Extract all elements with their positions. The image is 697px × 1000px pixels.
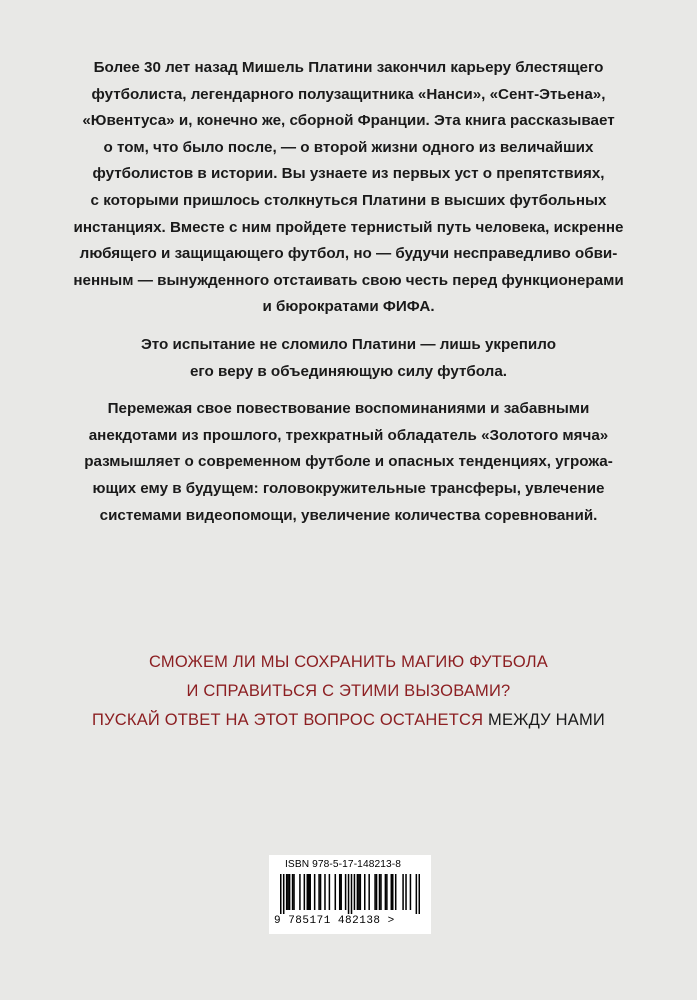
barcode-bar bbox=[280, 874, 282, 914]
barcode-bar bbox=[380, 874, 382, 910]
blurb-line: и бюрократами ФИФА. bbox=[262, 298, 435, 316]
blurb-line: инстанциях. Вместе с ним пройдете тернистый путь человека, искренне bbox=[73, 218, 624, 236]
isbn-label: ISBN 978-5-17-148213-8 bbox=[285, 859, 402, 870]
barcode-bar bbox=[287, 874, 289, 910]
barcode-bar bbox=[345, 874, 347, 910]
blurb-line: о том, что было после, — о второй жизни одного из величайших bbox=[103, 138, 594, 156]
blurb-line: любящего и защищающего футбол, но — будучи несправедливо обви- bbox=[79, 245, 618, 263]
blurb-line: Это испытание не сломило Платини — лишь укрепило bbox=[141, 335, 556, 353]
isbn-digits: 9 785171 482138 > bbox=[274, 915, 395, 927]
barcode bbox=[280, 874, 420, 914]
barcode-bar bbox=[314, 874, 316, 910]
barcode-bar bbox=[410, 874, 412, 910]
blurb-paragraph-3 bbox=[30, 396, 667, 529]
blurb-line: «Ювентуса» и, конечно же, сборной Франции. Эта книга рассказывает bbox=[82, 112, 615, 130]
barcode-bar bbox=[351, 874, 353, 914]
barcode-bar bbox=[416, 874, 418, 914]
barcode-bar bbox=[358, 874, 360, 910]
barcode-bar bbox=[395, 874, 397, 910]
barcode-bar bbox=[299, 874, 301, 910]
barcode-bar bbox=[339, 874, 341, 910]
blurb-line: его веру в объединяющую силу футбола. bbox=[189, 362, 507, 380]
barcode-bar bbox=[283, 874, 285, 914]
barcode-bar bbox=[405, 874, 407, 910]
barcode-bar bbox=[391, 874, 393, 910]
blurb-paragraph-2 bbox=[30, 332, 667, 385]
barcode-bar bbox=[286, 874, 288, 910]
barcode-bar bbox=[329, 874, 331, 910]
barcode-bar bbox=[392, 874, 394, 910]
barcode-bar bbox=[419, 874, 420, 914]
barcode-bar bbox=[324, 874, 326, 910]
barcode-bar bbox=[357, 874, 359, 910]
blurb-line: ющих ему в будущем: головокружительные трансферы, увлечение bbox=[92, 479, 605, 497]
barcode-bar bbox=[309, 874, 311, 910]
barcode-bar bbox=[385, 874, 387, 910]
barcode-bar bbox=[386, 874, 388, 910]
tagline-line-1: СМОЖЕМ ЛИ МЫ СОХРАНИТЬ МАГИЮ ФУТБОЛА bbox=[148, 653, 549, 671]
blurb-line: с которыми пришлось столкнуться Платини в высших футбольных bbox=[90, 191, 607, 209]
barcode-bar bbox=[293, 874, 295, 910]
blurb-text bbox=[30, 55, 667, 540]
tagline-question-text: ПУСКАЙ ОТВЕТ НА ЭТОТ ВОПРОС ОСТАНЕТСЯ bbox=[92, 711, 489, 729]
barcode-bar bbox=[335, 874, 337, 910]
blurb-line: футболистов в истории. Вы узнаете из первых уст о препятствиях, bbox=[92, 165, 605, 183]
tagline-title-text: МЕЖДУ НАМИ bbox=[488, 711, 605, 729]
tagline-line-2: И СПРАВИТЬСЯ С ЭТИМИ ВЫЗОВАМИ? bbox=[186, 682, 511, 700]
barcode-bar bbox=[402, 874, 404, 910]
blurb-line: системами видеопомощи, увеличение количества соревнований. bbox=[99, 506, 598, 524]
barcode-bar bbox=[364, 874, 366, 910]
barcode-bar bbox=[318, 874, 320, 910]
barcode-bar bbox=[354, 874, 356, 910]
blurb-line: Более 30 лет назад Мишель Платини закончил карьеру блестящего bbox=[93, 59, 604, 76]
blurb-line: ненным — вынужденного отстаивать свою честь перед функционерами bbox=[73, 271, 624, 289]
tagline bbox=[30, 648, 667, 735]
barcode-bar bbox=[308, 874, 310, 910]
isbn-barcode-block bbox=[269, 855, 431, 934]
barcode-bar bbox=[340, 874, 342, 910]
barcode-bar bbox=[360, 874, 362, 910]
barcode-bar bbox=[379, 874, 381, 910]
blurb-line: Перемежая свое повествование воспоминаниями и забавными bbox=[107, 400, 590, 418]
barcode-bar bbox=[368, 874, 370, 910]
barcode-bar bbox=[348, 874, 350, 914]
blurb-line: анекдотами из прошлого, трехкратный обладатель «Золотого мяча» bbox=[88, 426, 609, 444]
barcode-bar bbox=[320, 874, 322, 910]
blurb-line: размышляет о современном футболе и опасных тенденциях, угрожа- bbox=[84, 453, 613, 471]
barcode-bar bbox=[289, 874, 291, 910]
barcode-bar bbox=[374, 874, 376, 910]
barcode-bar bbox=[307, 874, 309, 910]
blurb-line: футболиста, легендарного полузащитника «Нанси», «Сент-Этьена», bbox=[91, 85, 606, 103]
blurb-paragraph-1 bbox=[30, 55, 667, 321]
barcode-bar bbox=[292, 874, 294, 910]
tagline-line-3 bbox=[30, 706, 667, 735]
barcode-bar bbox=[376, 874, 378, 910]
barcode-bar bbox=[304, 874, 306, 910]
